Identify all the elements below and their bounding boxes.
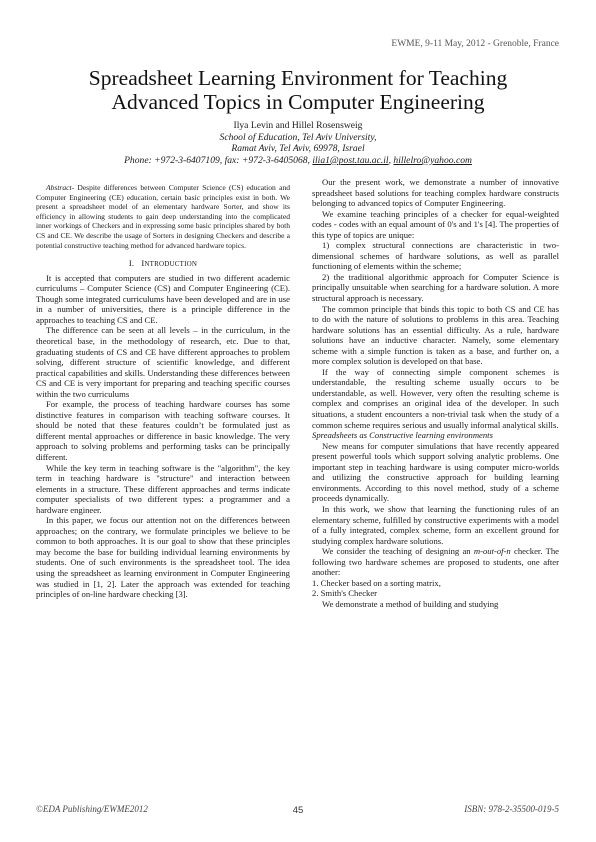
section-number: I.: [128, 258, 135, 269]
paragraph: The difference can be seen at all levels – in the curriculum, in the theoretical base, in the methodology of research, etc. Due to that, graduating students of CS and CE have different approaches to problem solving, different structure of scientific knowledge, and different practical capabilities and skills. Understanding these differences between CS and CE is very important for preparing and teaching specific courses within the two curriculums: [36, 325, 290, 399]
email-link-1[interactable]: ilia1@post.tau.ac.il: [312, 154, 389, 166]
paragraph: In this work, we show that learning the functioning rules of an elementary scheme, fulfilled by constructive experiments with a model of a fully integrated, complex scheme, form an excellent ground for studying complex hardware solutions.: [312, 503, 559, 546]
affiliation-line-2: Ramat Aviv, Tel Aviv, 69978, Israel: [231, 143, 365, 155]
paragraph: 2) the traditional algorithmic approach for Computer Science is principally unsuitable when searching for a hardware solution. A more structural approach is necessary.: [312, 271, 559, 304]
paragraph: Our the present work, we demonstrate a number of innovative spreadsheet based solutions for teaching complex hardware constructs belonging to advanced topics of Computer Engineering.: [312, 177, 559, 209]
contact-separator: ,: [388, 154, 394, 166]
term-m-out-of-n: m-out-of-n: [473, 546, 511, 557]
section-title-initial: I: [141, 258, 145, 269]
paragraph: While the key term in teaching software is the "algorithm", the key term in teaching hardware is "structure" and interaction between elements in a structure. These different approaches and terms indicate computer specialists of two different types: a programmer and a hardware engineer.: [36, 462, 290, 515]
paragraph: In this paper, we focus our attention not on the differences between approaches; on the contrary, we formulate principles we believe to be common to both approaches. It is our goal to show that these principles may become the base for building individual learning environments by students. One of such environments is the spreadsheet tool. The idea using the spreadsheet as learning environment in Computer Engineering was studied in [1, 2]. Later the approach was extended for teaching principles of on-line hardware checking [3].: [36, 515, 290, 600]
paragraph: 1) complex structural connections are characteristic in two-dimensional schemes of hardware solutions, as well as parallel functioning of elements within the scheme;: [312, 240, 559, 272]
right-column: [312, 177, 559, 609]
page-number: 45: [292, 805, 304, 816]
contact-phone-fax: Phone: +972-3-6407109, fax: +972-3-6405068,: [124, 154, 313, 166]
subsection-heading: Spreadsheets as Constructive learning environments: [312, 430, 493, 441]
author-names: Ilya Levin and Hillel Rosensweig: [233, 120, 363, 131]
section-heading-introduction: [36, 258, 290, 270]
abstract-label: Abstract-: [46, 183, 75, 192]
abstract-text: Despite differences between Computer Science (CS) education and Computer Engineering (CE) education, certain basic principles exist in both. We present a spreadsheet model of an elementary hardware Sorter, and show its efficiency in allowing students to gain deep understanding into the complicated inner workings of Checkers and in expressing some basic principles shared by both CS and CE. We describe the usage of Sorters in designing Checkers and describe a potential constructive teaching method for advanced hardware topics.: [36, 183, 290, 250]
paragraph: It is accepted that computers are studied in two different academic curriculums – Computer Science (CS) and Computer Engineering (CE). Though some integrated curriculums have been developed and are in use in a number of universities, there is a principle difference in the approaches to teaching CS and CE.: [36, 272, 290, 325]
paragraph: New means for computer simulations that have recently appeared present powerful tools which support solving analytic problems. One important step in teaching hardware is using computer micro-worlds and utilizing the constructive approach for building learning environments. According to this novel method, study of a scheme proceeds dynamically.: [312, 440, 559, 504]
paragraph-text: We consider the teaching of designing an: [322, 546, 474, 557]
paragraph: For example, the process of teaching hardware courses has some distinctive features in comparison with teaching software courses. It should be noted that these features couldn’t be formulated just as different mental approaches or difference in basic knowledge. The very approach to solving problems and performing tasks can be principally different.: [36, 399, 290, 462]
paragraph: We examine teaching principles of a checker for equal-weighted codes - codes with an equal amount of 0's and 1's [4]. The properties of this type of topics are unique:: [312, 208, 559, 240]
scheme-list: [312, 578, 559, 599]
paragraph: The common principle that binds this topic to both CS and CE has to do with the nature of solutions to problems in this area. Teaching hardware solutions has an essential difficulty. As a rule, hardware solutions have an inductive character. Namely, some elementary scheme with a simple function is taken as a base, and further on, a more complex solution is developed on that base.: [312, 303, 559, 367]
paragraph-text: checker. The following two hardware schemes are proposed to students, one after another:: [312, 546, 559, 578]
affiliation-line-1: School of Education, Tel Aviv University,: [219, 131, 377, 143]
section-title-rest: NTRODUCTION: [144, 260, 198, 269]
paragraph: We demonstrate a method of building and studying: [322, 598, 499, 609]
author-block: [40, 120, 556, 166]
running-head: EWME, 9-11 May, 2012 - Grenoble, France: [391, 39, 559, 49]
footer-isbn: ISBN: 978-2-35500-019-5: [464, 804, 559, 814]
paragraph: [312, 546, 559, 578]
footer-copyright: ©EDA Publishing/EWME2012: [36, 804, 148, 814]
contact-line: [40, 155, 556, 167]
abstract: [36, 183, 290, 250]
left-column: [36, 183, 290, 600]
paragraph: If the way of connecting simple component schemes is understandable, the resulting scheme usually occurs to be understandable, as well. However, very often the resulting scheme is complex and comprises an original idea of the developer. In such situations, a student encounters a non-trivial task when the study of a common scheme requires serious and usually informal analytical skills.: [312, 366, 559, 430]
list-item: 2. Smith's Checker: [312, 588, 378, 599]
title-line-1: Spreadsheet Learning Environment for Teaching: [88, 66, 508, 90]
title-line-2: Advanced Topics in Computer Engineering: [111, 90, 485, 114]
list-item: 1. Checker based on a sorting matrix,: [312, 577, 441, 588]
paper-title: [40, 66, 556, 114]
email-link-2[interactable]: hillelro@yahoo.com: [393, 154, 472, 166]
